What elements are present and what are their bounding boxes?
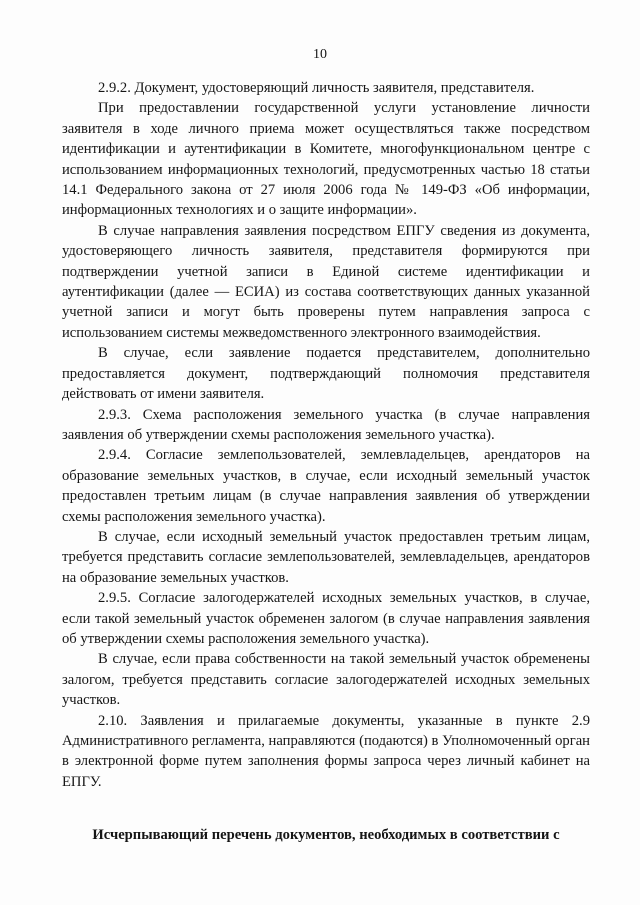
- paragraph-2-9-5: 2.9.5. Согласие залогодержателей исходных земельных участков, в случае, если такой земельный участок обременен залогом (в случае направления заявления об утверждении схемы расположения земельного участка).: [62, 590, 590, 647]
- paragraph-2-9-3: 2.9.3. Схема расположения земельного участка (в случае направления заявления об утверждении схемы расположения земельного участка).: [62, 406, 590, 443]
- document-body: [62, 78, 590, 792]
- paragraph-third-parties: В случае, если исходный земельный участок предоставлен третьим лицам, требуется представить согласие землепользователей, землевладельцев, арендаторов на образование земельных участков.: [62, 528, 590, 586]
- page-number: 10: [313, 47, 327, 62]
- section-heading: Исчерпывающий перечень документов, необходимых в соответствии с: [92, 827, 560, 843]
- paragraph-representative: В случае, если заявление подается представителем, дополнительно предоставляется документ, подтверждающий полномочия представителя действовать от имени заявителя.: [62, 345, 590, 403]
- paragraph-identity-verification: При предоставлении государственной услуги установление личности заявителя в ходе личного приема может осуществляться также посредством идентификации и аутентификации в Комитете, многофункциональном центре с использованием информационных технологий, предусмотренных частью 18 статьи 14.1 Федерального закона от 27 июля 2006 года № 149-ФЗ «Об информации, информационных технологиях и о защите информации».: [62, 100, 590, 219]
- paragraph-epgu-esia: В случае направления заявления посредством ЕПГУ сведения из документа, удостоверяющего личность заявителя, представителя формируются при подтверждении учетной записи в Единой системе идентификации и аутентификации (далее — ЕСИА) из состава соответствующих данных указанной учетной записи и могут быть проверены путем направления запроса с использованием системы межведомственного электронного взаимодействия.: [62, 222, 590, 341]
- paragraph-2-9-2: 2.9.2. Документ, удостоверяющий личность заявителя, представителя.: [98, 80, 535, 96]
- paragraph-2-9-4: 2.9.4. Согласие землепользователей, землевладельцев, арендаторов на образование земельных участков, в случае, если исходный земельный участок предоставлен третьим лицам (в случае направления заявления об утверждении схемы расположения земельного участка).: [62, 447, 590, 525]
- paragraph-pledge: В случае, если права собственности на такой земельный участок обременены залогом, требуется представить согласие залогодержателей исходных земельных участков.: [62, 651, 590, 709]
- paragraph-2-10: 2.10. Заявления и прилагаемые документы, указанные в пункте 2.9 Административного регламента, направляются (подаются) в Уполномоченный орган в электронной форме путем заполнения формы запроса через личный кабинет на ЕПГУ.: [62, 712, 590, 790]
